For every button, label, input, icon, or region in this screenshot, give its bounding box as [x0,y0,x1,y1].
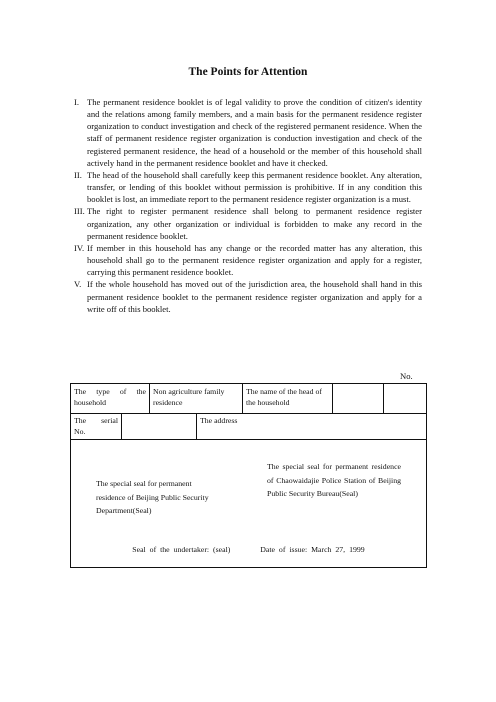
page-title: The Points for Attention [188,66,308,78]
attention-point [74,96,422,169]
household-type-value: Non agriculture family residence [149,384,242,413]
point-text: If member in this household has any change or the recorded matter has any alteration, this household shall go to the permanent residence register organization and apply for a register, carrying this permanent residence booklet. [87,242,422,278]
table-row [71,413,426,440]
point-text: The right to register permanent residence shall belong to permanent residence register organization, any other organization or individual is forbidden to make any record in the permanent residence booklet. [87,206,422,241]
table-row [71,384,426,414]
head-name-extra-cell [383,384,426,413]
attention-points-list [74,96,422,315]
household-type-label: The type of the household [74,387,146,407]
head-name-value [332,384,383,413]
point-number: IV. [74,242,85,253]
point-number: II. [74,169,82,180]
point-number: I. [74,97,80,107]
serial-number-label: The serial No. [74,416,118,436]
address-label: The address [200,416,238,425]
serial-number-value [121,413,196,439]
point-text: The head of the household shall carefully keep this permanent residence booklet. Any alteration, transfer, or lending of this booklet without permission is prohibitive. If in any condition this booklet is lost, an immediate report to the permanent residence register organization is a must. [87,169,422,205]
attention-point [74,205,422,241]
attention-point [74,278,422,314]
point-number: V. [74,279,82,290]
address-cell [196,413,426,439]
issue-date: Date of issue: March 27, 1999 [260,545,365,554]
issue-footer [71,545,426,554]
undertaker-seal: Seal of the undertaker: (seal) [132,545,231,554]
number-label: No. [400,371,413,381]
point-number: III. [74,206,85,217]
seal-police-station: The special seal for permanent residence of Chaowaidajie Police Station of Beijing Public Security Bureau(Seal) [267,462,401,498]
attention-point [74,242,422,278]
point-text: The permanent residence booklet is of legal validity to prove the condition of citizen's identity and the relations among family members, and a main basis for the permanent residence register organization to conduct investigation and check of the registered permanent residence. When the staff of permanent residence register organization is conduction investigation and check of the registered permanent residence, the head of a household or the member of this household shall actively hand in the permanent residence booklet and have it checked. [87,97,422,168]
seal-public-security-department: The special seal for permanent residence of Beijing Public Security Department(Seal) [96,479,209,515]
head-name-label: The name of the head of the household [242,384,332,413]
residence-record-table [70,383,427,568]
attention-point [74,169,422,205]
point-text: If the whole household has moved out of the jurisdiction area, the household shall hand in this permanent residence booklet to the permanent residence register organization and apply for a write off of this booklet. [87,279,422,314]
